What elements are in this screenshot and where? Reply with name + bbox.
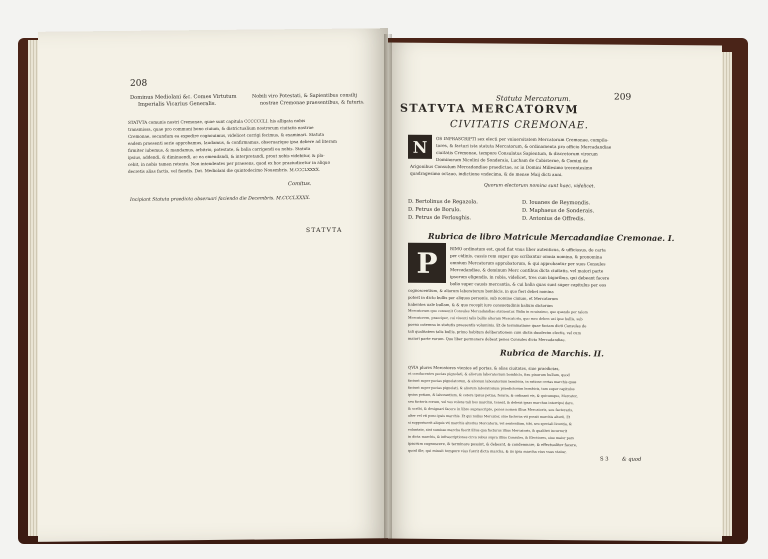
rubric-1-heading: Rubrica de libro Matricule Mercadandiae Cremonae. I. [428, 230, 675, 244]
right-catchword: & quod [622, 456, 642, 463]
names-intro: Quorum electorum nomina sunt haec, videlicet. [484, 183, 595, 190]
rubric-2-line: & scribi, & designari facere in libro suprascripto, penes nomen illius Mercatoris, seu facteraris, [408, 406, 574, 413]
name-left: D. Bertolinus de Regazola. [408, 198, 478, 206]
drop-cap-n: N [408, 135, 432, 159]
left-para-line: Cremonae, secundum ea expedire cognouimus, videlicet corrigi fecimus, & examinari. Statuta [128, 131, 325, 139]
rubric-2-line: QVIA plures Mercatores vtentes ad portas, & alias ciuitates, siue praedictas, [408, 364, 560, 372]
signature-mark: S 3 [600, 456, 609, 463]
intro-line: Dominorum Nicolini de Sonderais, Lucham de Cabisterne, & Comini de [436, 156, 589, 164]
left-catchword: STATVTA [306, 226, 343, 235]
rubric-1-line: balia super causis mercantia, & cui balia quas sunt super capitulus per eos [450, 281, 607, 288]
rubric-1-line: ipsorum eligendis, in robia, videlicet, tres cum bigaribus, qui debeant facere [450, 274, 610, 281]
rubric-1-line: tali qualitatem talis bullis, primo habitum deliberationem cum dictis duodecim electis, vel cum [408, 329, 581, 336]
rubric-2-line: faciunt super pecias pignolati, & aliorum laboratorium praedictorum bombicis, tam super capitulos [408, 385, 575, 392]
left-header-right-1: Nobili viro Potestati, & Sapientibus consilij [252, 93, 357, 100]
left-header-left-1: Dominus Mediolani &c. Comes Virtutum [130, 93, 237, 101]
title-line-2: CIVITATIS CREMONAE. [450, 119, 589, 132]
left-signature: Comitus. [288, 180, 312, 188]
left-page [38, 28, 388, 542]
name-right: D. Iouanes de Reymondis. [522, 199, 591, 207]
rubric-1-line: maiori parte eorum. Quo liber permanere debeat penes Consules dicta Mercadandiae. [408, 336, 566, 343]
left-para-line: eadem praesenti serie approbamus, laudamus, & confirmamus, obseruarique ipsa debere ad literam [128, 138, 337, 146]
intro-line: OS INFRASCRIPTI sex electi per vniuersitatem Mercatorum Cremonae, compila- [436, 135, 609, 143]
left-header-left-2: Imperialis Vicarius Generalis. [138, 100, 217, 108]
rubric-1-line: Mercatorem, praeciper, cui viuenti talis bullis alteram Mercatoris, quo meo deben uxi ipse bullis, sub [408, 315, 583, 322]
title-line-1: STATVTA MERCATORVM [400, 101, 579, 117]
intro-line: ciuitatis Cremonae, tempore Consulatus Sapientum, & discretorum virorum [436, 149, 598, 157]
rubric-2-line: alter vel vti pono ipsis marchis. Et qui nullus Mercator, siue facteras vti possit marchis alterii. Et [408, 413, 571, 420]
right-page [388, 43, 722, 542]
rubric-1-line: poena cotemna in statutis praesentis voluminis. Et de terminatione quae faciam dicti Consules de [408, 322, 587, 329]
left-page-number: 208 [130, 78, 148, 89]
left-para-line: cebit, in nobis tamen retenta. Non intendentes per praesens, quod ex hoc praeiudicetur in aliquo [128, 159, 331, 167]
rubric-1-line: Mercadandiae, & dominum Merc contibus dicta ciuitatis, vel maiori parte [450, 267, 604, 274]
name-right: D. Antonius de Offredis. [522, 215, 586, 223]
left-para-line: firmiter iubemus, & mandamus, arbitrio, potestate, & balia corrigendi ea nobis. Statuta [128, 145, 311, 153]
intro-line: quadragesimo octauo, indictione vndecima, & de mense Maij dicti anni. [410, 170, 563, 178]
name-right: D. Maphaeus de Sonderais. [522, 207, 595, 215]
rubric-1-line: omnium Mercatorum approbatorum, & qui approbantur per suos Consules [450, 260, 606, 267]
name-left: D. Petrus de Borulo. [408, 206, 461, 214]
intro-line: Arigonibus Consulum Mercadandiae praedictae, ac in Domini Millesimo trecentesimo [410, 163, 593, 171]
rubric-2-line: si supperiuerit aliquis vti marchis alterius Mercatoris, vel sententiam, tibi, seu speciali licentia, & [408, 420, 572, 427]
rubric-2-line: ipsius petiam, & laborantium, & cetera ipsius petias, feraris, & ordinant eis, & quicumque, Mercator, [408, 392, 578, 399]
left-para-line: decretis alias factis, vel fiendis. Dat. Mediolani die quintodecimo Nouembris. M.CCCLXXXX. [128, 166, 321, 174]
rubric-2-line: voluntate, sint sumisse marcha fuerit illius qua facturus illius Mercatoris, & qualibet incurrerit [408, 427, 568, 434]
rubric-1-line: Mercatorum quo conuenit Consules Mercadandiae statuentur. Balia in nouissimo, que quando per talem [408, 308, 588, 315]
left-para-line: STATVTA comunis nostri Cremonae, quae sunt capitula CCCCCCLI. his alligata nobis [128, 118, 306, 125]
left-para-line: ipsius, addendi, & diminuendi, ac ea emendandi, & interpretandi, prout nobis videbitur, & pla- [128, 152, 325, 160]
rubric-2-line: ipsorum cognoscere, & terminare possint, & debeant, & condemnare, & effectualiter facere, [408, 441, 578, 448]
rubric-1-line: cognoscentium, & aliorum laboratorum bombicis, in quo fieri debet nomina [408, 287, 554, 294]
left-para-line: transmissa, quae pro communi bono ciuium, & districtualium nostrorum ciuitatis nostrae [128, 124, 314, 132]
left-para-2: Incipiant Statuta praedicta obseruari faciendo die Decembris. M.CCCLXXXX. [130, 195, 311, 203]
rubric-2-heading: Rubrica de Marchis. II. [500, 347, 604, 359]
rubric-1-line: per cidinis, cassis rem super quo scribantur omnia nomina, & pronomina [450, 253, 603, 260]
rubric-2-line: faciunt super pecias pignolatorum, & aliorum laboratorium bombicis, in ratione certas marchis quas [408, 378, 577, 385]
rubric-1-line: habentes uale bullam, & & quo recepit iure consuetudinis balium dictorum [408, 301, 553, 308]
intro-line: tores, & facturi ista statuta Mercatorum, & ordinamenta pro officio Mercadandiae [436, 142, 612, 150]
left-header-right-2: nostrae Cremonae praesentibus, & futuris. [260, 100, 365, 107]
rubric-2-line: seu facteris eorum, vel ves volens tali hos marchis, teneat, & debeat ipsas marchas interripsi dare, [408, 399, 574, 406]
name-left: D. Petrus de Ferloxghis. [408, 214, 472, 222]
book-gutter [384, 34, 392, 540]
rubric-2-line: quod ille, qui minuit tempore vius fuerit dicta marcha, & iis ipsa marcha vius vsus vtatur. [408, 448, 567, 455]
right-running-head: Statuta Mercatorum. [496, 94, 571, 104]
drop-cap-p: P [408, 243, 446, 283]
rubric-2-line: in dicta marchis, & infrascriptiones circa rebus supra illius Consules, & Electiores, siue maior pars [408, 434, 574, 441]
rubric-1-line: RIMO ordinatum est, quod fiat vnus liber autenticus, & ufficiosus, de carta [450, 246, 606, 253]
rubric-1-line: potest in dicto bullis per aliquos personis, sub nomine ciuium, et Mercatorum [408, 294, 558, 302]
rubric-2-line: et conducentes pecias pignolati, & aliorum laboratorium bombicis, fixu pinarum bullum, quod [408, 371, 570, 378]
right-page-number: 209 [614, 92, 632, 103]
